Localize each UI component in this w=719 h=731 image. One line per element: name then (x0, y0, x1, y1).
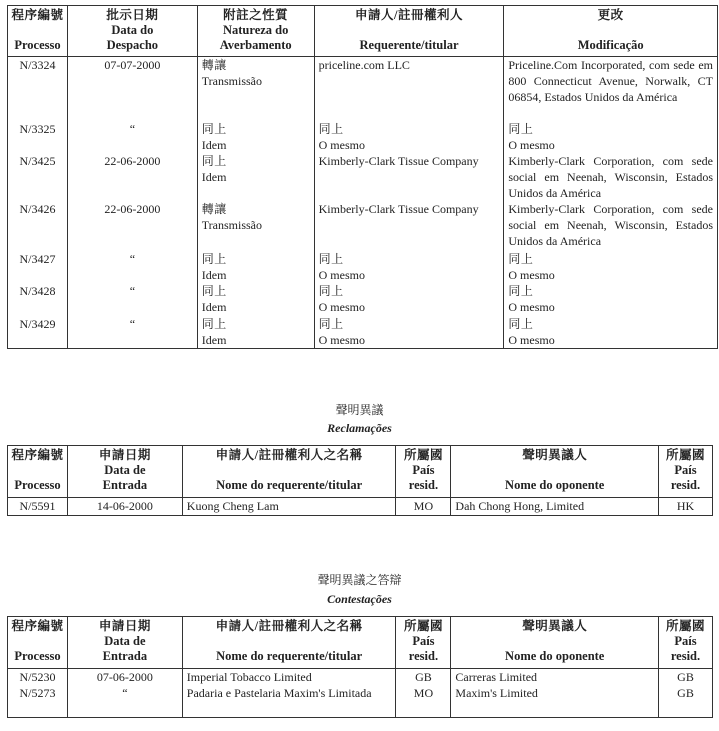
cell-processo: N/3427 (8, 251, 68, 283)
table-row (8, 251, 718, 283)
cell-requerente (314, 121, 504, 153)
header-zh: 批示日期 (106, 8, 159, 22)
natureza-pt: Idem (201, 169, 227, 184)
section-title-pt: Contestações (327, 592, 392, 606)
contestacoes-table (7, 616, 713, 718)
header-pt1 (454, 463, 655, 478)
header-zh: 所屬國 (665, 619, 705, 633)
cell-modificacao (504, 57, 718, 121)
requerente-zh: 同上 (318, 121, 344, 136)
cell-modificacao (504, 121, 718, 153)
header-zh: 程序編號 (11, 8, 64, 22)
cell-requerente (314, 57, 504, 121)
header-zh: 申請人/註冊權利人 (355, 8, 463, 22)
requerente-zh: 同上 (318, 283, 344, 298)
cell-oponente: Maxim's Limited (451, 685, 659, 717)
cell-natureza (197, 316, 314, 349)
natureza-pt: Idem (201, 137, 227, 152)
header-pt2: Requerente/titular (359, 38, 459, 52)
header-pt1: País (412, 463, 435, 477)
header-cell (67, 617, 182, 669)
header-zh: 申請日期 (98, 448, 151, 462)
reclamacoes-table (7, 445, 713, 516)
cell-data: 07-07-2000 (67, 57, 197, 121)
modificacao-zh: 同上 (508, 121, 534, 136)
modificacao-text: O mesmo (508, 332, 555, 347)
header-pt2: resid. (670, 649, 701, 663)
cell-data: 22-06-2000 (67, 201, 197, 251)
header-cell (451, 617, 659, 669)
cell-data: “ (67, 316, 197, 349)
modificacao-text: O mesmo (508, 299, 555, 314)
header-data-despacho (67, 6, 197, 57)
header-cell (396, 617, 451, 669)
header-pt1 (186, 634, 393, 649)
header-pt1 (11, 634, 64, 649)
header-pt1: Data de (104, 634, 146, 648)
header-pt1 (454, 634, 655, 649)
header-pt1: Data de (104, 463, 146, 477)
header-pt2: Despacho (106, 38, 159, 52)
natureza-zh: 轉讓 (201, 58, 227, 72)
header-natureza (197, 6, 314, 57)
cell-natureza (197, 251, 314, 283)
header-zh: 更改 (597, 8, 624, 22)
header-cell (182, 446, 396, 498)
cell-modificacao (504, 283, 718, 316)
cell-pais-oponente: GB (659, 685, 713, 717)
header-pt2: Nome do oponente (505, 478, 605, 492)
table-row (8, 316, 718, 349)
cell-natureza (197, 153, 314, 201)
cell-requerente (314, 251, 504, 283)
cell-processo: N/3428 (8, 283, 68, 316)
header-zh: 程序編號 (11, 448, 64, 462)
cell-natureza (197, 57, 314, 121)
header-cell (67, 446, 182, 498)
requerente-zh: 同上 (318, 316, 344, 331)
cell-processo: N/3426 (8, 201, 68, 251)
modificacao-text: O mesmo (508, 137, 555, 152)
table-row (8, 57, 718, 121)
section-title-pt: Reclamações (327, 421, 392, 435)
modificacao-text: Kimberly-Clark Corporation, com sede social em Neenah, Wisconsin, Estados Unidos da América (508, 153, 713, 200)
header-pt1 (11, 23, 64, 38)
modificacao-zh: 同上 (508, 251, 534, 266)
cell-pais-oponente: GB (659, 669, 713, 686)
cell-modificacao (504, 201, 718, 251)
modificacao-text: Kimberly-Clark Corporation, com sede social em Neenah, Wisconsin, Estados Unidos da América (508, 201, 713, 248)
natureza-pt: Idem (201, 299, 227, 314)
header-pt2: resid. (408, 478, 439, 492)
table-row (8, 121, 718, 153)
header-zh: 聲明異議人 (522, 619, 588, 633)
header-pt2: Processo (14, 649, 61, 663)
cell-natureza (197, 201, 314, 251)
cell-requerente: Padaria e Pastelaria Maxim's Limitada (182, 685, 396, 717)
cell-pais-requerente: MO (396, 685, 451, 717)
header-zh: 申請人/註冊權利人之名稱 (215, 619, 363, 633)
requerente-text: O mesmo (318, 299, 365, 314)
cell-requerente (314, 153, 504, 201)
requerente-text: Kimberly-Clark Tissue Company (318, 153, 479, 168)
cell-data: 07-06-2000 (67, 669, 182, 686)
header-pt1 (186, 463, 393, 478)
table-row (8, 153, 718, 201)
header-processo (8, 6, 68, 57)
cell-pais-oponente: HK (659, 498, 713, 516)
cell-requerente: Imperial Tobacco Limited (182, 669, 396, 686)
header-cell (396, 446, 451, 498)
natureza-zh: 同上 (201, 316, 227, 331)
natureza-zh: 同上 (201, 153, 227, 168)
table-header-row (8, 6, 718, 57)
cell-data: 22-06-2000 (67, 153, 197, 201)
averbamentos-table (7, 5, 718, 349)
cell-processo: N/5230 (8, 669, 68, 686)
header-pt2: Processo (14, 478, 61, 492)
header-cell (451, 446, 659, 498)
modificacao-text: Priceline.Com Incorporated, com sede em 800 Connecticut Avenue, Norwalk, CT 06854, Estados Unidos da América (508, 58, 713, 104)
modificacao-text: O mesmo (508, 267, 555, 282)
header-cell (659, 446, 713, 498)
header-cell (8, 446, 68, 498)
header-pt2: Modificação (577, 38, 644, 52)
table-row (8, 283, 718, 316)
cell-oponente: Dah Chong Hong, Limited (451, 498, 659, 516)
requerente-zh: 同上 (318, 251, 344, 266)
header-pt1 (11, 463, 64, 478)
cell-processo: N/3425 (8, 153, 68, 201)
header-pt1: Natureza do (222, 23, 289, 37)
cell-processo: N/3429 (8, 316, 68, 349)
natureza-zh: 同上 (201, 251, 227, 266)
table-row (8, 669, 713, 686)
cell-data: “ (67, 283, 197, 316)
header-pt2: Averbamento (219, 38, 292, 52)
header-modificacao (504, 6, 718, 57)
section-title-zh: 聲明異議之答辯 (317, 573, 402, 587)
requerente-text: O mesmo (318, 267, 365, 282)
header-pt2: Nome do requerente/titular (216, 649, 363, 663)
cell-data: “ (67, 685, 182, 717)
table-row (8, 685, 713, 717)
header-pt1: País (674, 634, 697, 648)
table-header-row (8, 446, 713, 498)
requerente-text: O mesmo (318, 137, 365, 152)
requerente-text: O mesmo (318, 332, 365, 347)
header-pt1: Data do (111, 23, 154, 37)
header-pt1: País (674, 463, 697, 477)
header-zh: 申請日期 (98, 619, 151, 633)
cell-pais-requerente: MO (396, 498, 451, 516)
header-zh: 所屬國 (403, 619, 443, 633)
header-zh: 所屬國 (403, 448, 443, 462)
cell-requerente (314, 316, 504, 349)
natureza-zh: 轉讓 (201, 201, 227, 216)
requerente-text: priceline.com LLC (318, 58, 410, 72)
modificacao-zh: 同上 (508, 283, 534, 298)
cell-modificacao (504, 251, 718, 283)
cell-processo: N/3325 (8, 121, 68, 153)
header-pt2: Processo (14, 38, 61, 52)
header-cell (659, 617, 713, 669)
cell-processo: N/5591 (8, 498, 68, 516)
cell-natureza (197, 283, 314, 316)
header-zh: 附註之性質 (223, 8, 289, 22)
cell-requerente: Kuong Cheng Lam (182, 498, 396, 516)
cell-natureza (197, 121, 314, 153)
natureza-pt: Transmissão (201, 74, 262, 88)
table-header-row (8, 617, 713, 669)
requerente-text: Kimberly-Clark Tissue Company (318, 201, 479, 216)
cell-modificacao (504, 316, 718, 349)
cell-oponente: Carreras Limited (451, 669, 659, 686)
header-pt1: País (412, 634, 435, 648)
natureza-pt: Idem (201, 332, 227, 347)
modificacao-zh: 同上 (508, 316, 534, 331)
header-zh: 所屬國 (665, 448, 705, 462)
natureza-zh: 同上 (201, 283, 227, 298)
header-pt2: Entrada (102, 649, 148, 663)
cell-data: 14-06-2000 (67, 498, 182, 516)
header-zh: 程序編號 (11, 619, 64, 633)
header-pt2: Nome do requerente/titular (216, 478, 363, 492)
natureza-zh: 同上 (201, 121, 227, 136)
cell-requerente (314, 283, 504, 316)
cell-pais-requerente: GB (396, 669, 451, 686)
cell-processo: N/5273 (8, 685, 68, 717)
header-pt2: Entrada (102, 478, 148, 492)
header-zh: 申請人/註冊權利人之名稱 (215, 448, 363, 462)
cell-modificacao (504, 153, 718, 201)
header-pt2: resid. (408, 649, 439, 663)
header-cell (8, 617, 68, 669)
cell-requerente (314, 201, 504, 251)
cell-processo: N/3324 (8, 57, 68, 121)
header-pt1 (507, 23, 714, 38)
table-row (8, 201, 718, 251)
header-pt1 (318, 23, 501, 38)
header-pt2: resid. (670, 478, 701, 492)
header-zh: 聲明異議人 (522, 448, 588, 462)
table-row (8, 498, 713, 516)
header-requerente (314, 6, 504, 57)
header-cell (182, 617, 396, 669)
cell-data: “ (67, 251, 197, 283)
header-pt2: Nome do oponente (505, 649, 605, 663)
natureza-pt: Transmissão (201, 217, 262, 232)
natureza-pt: Idem (201, 267, 227, 282)
section-title-zh: 聲明異議 (335, 403, 384, 417)
cell-data: “ (67, 121, 197, 153)
